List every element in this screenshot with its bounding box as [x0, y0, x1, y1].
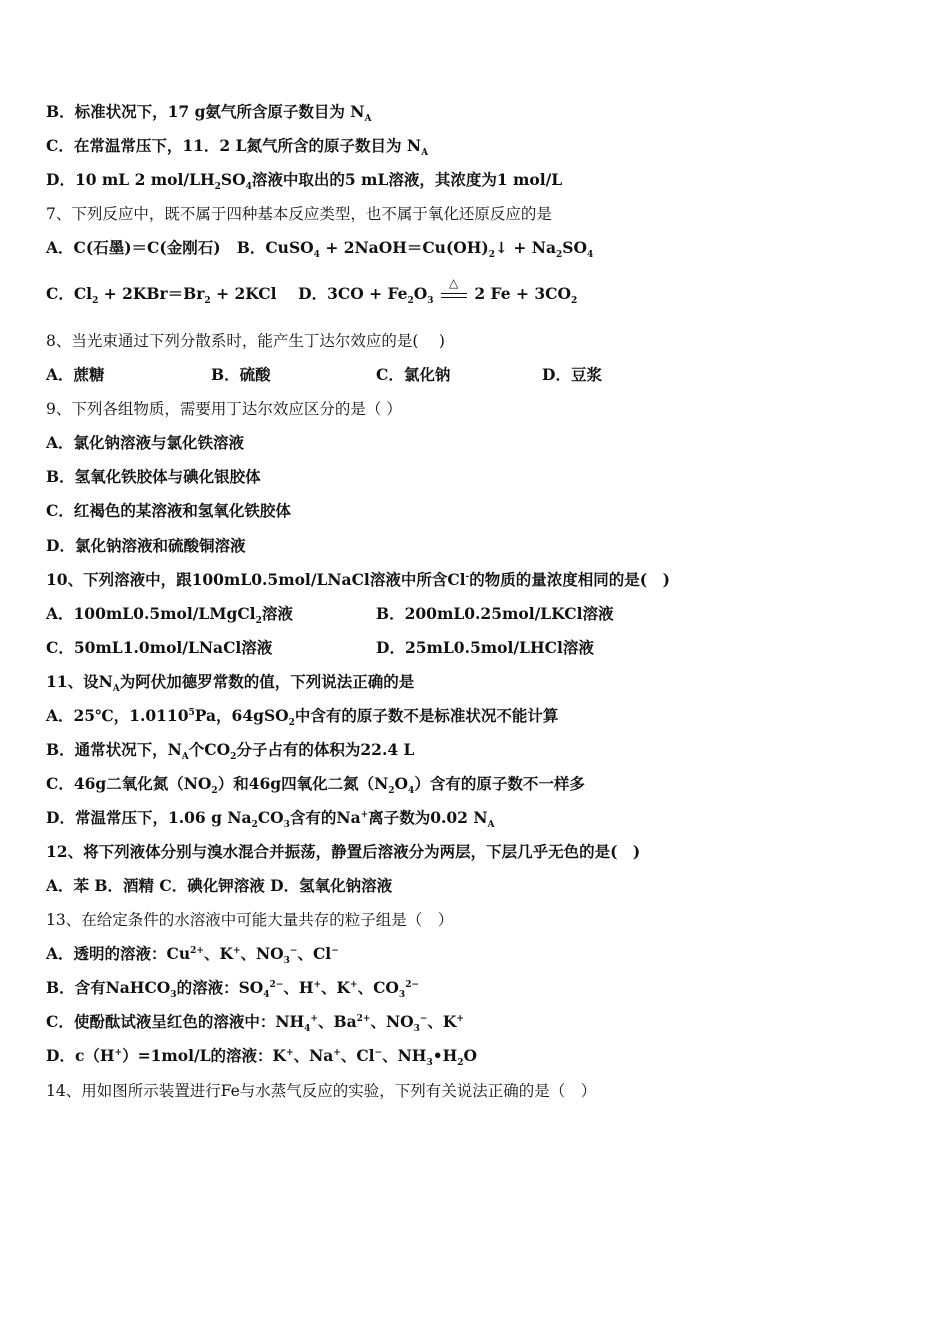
question-10: 10、下列溶液中，跟100mL0.5mol/LNaCl溶液中所含Cl-的物质的量浓度相同的是( ): [46, 570, 670, 589]
q11-option-c: C．46g二氧化氮$(NO_2)$和46g四氧化二氮$(N_2O_4)$含有的原子数不一样多: [46, 774, 585, 797]
q11-option-d: D．常温常压下，1.06 g $Na_2CO_3$含有的Na+离子数为0.02 $N_A$: [46, 808, 495, 831]
heat-equals-sign: △: [441, 285, 467, 305]
question-14: 14、用如图所示装置进行Fe与水蒸气反应的实验，下列有关说法正确的是（ ）: [46, 1082, 597, 1100]
q10-option-b: B．200mL0.25mol/LKCl溶液: [376, 604, 614, 623]
q9-option-b: B．氢氧化铁胶体与碘化银胶体: [46, 467, 261, 486]
q9-option-c: C．红褐色的某溶液和氢氧化铁胶体: [46, 501, 291, 520]
q9-option-d: D．氯化钠溶液和硫酸铜溶液: [46, 536, 246, 555]
q7-option-a: A．C(石墨)＝C(金刚石): [46, 238, 221, 257]
q10-option-a: A．100mL0.5mol/LMgCl$_2$溶液: [46, 604, 293, 627]
q7-option-c: C．$Cl_2 + 2KBr=Br_2 + 2KCl$: [46, 284, 277, 307]
q10-option-d: D．25mL0.5mol/LHCl溶液: [376, 638, 594, 657]
q11-option-a: A．25℃，1.0110$^5$Pa，64gSO$_2$中含有的原子数不是标准状况不能计算: [46, 706, 559, 729]
q13-option-a: A．透明的溶液：$Cu^{2+}$、K+、$NO_3^-$、Cl−: [46, 944, 339, 967]
q6-option-c: C．在常温常压下，11．2 L氮气所含的原子数目为 $N_A$: [46, 136, 429, 159]
question-8: 8、当光束通过下列分散系时，能产生丁达尔效应的是( ): [46, 332, 445, 350]
q7-option-d: D．$3CO + Fe_2O_3$ △ 2 $Fe + 3CO_2$: [298, 276, 578, 307]
q8-option-c: C．氯化钠: [376, 365, 451, 384]
q13-option-d: D．c（H+）=1mol/L的溶液：K+、Na+、Cl−、$NH_3•H_2O$: [46, 1046, 478, 1069]
q7-options-cd: [46, 276, 578, 307]
q8-option-d: D．豆浆: [542, 365, 602, 384]
q10-option-c: C．50mL1.0mol/LNaCl溶液: [46, 638, 273, 657]
question-13: 13、在给定条件的水溶液中可能大量共存的粒子组是（ ）: [46, 911, 454, 929]
q6-option-d: D．10 mL 2 mol/$LH_2SO_4$溶液中取出的5 mL溶液，其浓度为1 mol/L: [46, 170, 563, 193]
q8-option-a: A．蔗糖: [46, 365, 105, 384]
q12-options: A．苯 B．酒精 C．碘化钾溶液 D．氢氧化钠溶液: [46, 876, 393, 895]
q7-option-b: B．CuSO$_4$ + $2NaOH=Cu(OH)_2↓ + Na_2SO_4$: [236, 238, 594, 261]
q7-options-ab: [46, 238, 594, 261]
q8-option-b: B．硫酸: [211, 365, 271, 384]
q13-option-c: C．使酚酞试液呈红色的溶液中：$NH_4^+$、$Ba^{2+}$、$NO_3^-$、K+: [46, 1012, 464, 1035]
question-12: 12、将下列液体分别与溴水混合并振荡，静置后溶液分为两层，下层几乎无色的是( ): [46, 842, 641, 861]
question-11: 11、设$N_A$为阿伏加德罗常数的值，下列说法正确的是: [46, 672, 415, 695]
question-7: 7、下列反应中，既不属于四种基本反应类型，也不属于氧化还原反应的是: [46, 205, 552, 223]
q11-option-b: B．通常状况下，$N_A$个$CO_2$分子占有的体积为22.4 L: [46, 740, 415, 763]
q6-option-b: B．标准状况下，17 g氨气所含原子数目为 $N_A$: [46, 102, 372, 125]
question-9: 9、下列各组物质，需要用丁达尔效应区分的是（ ）: [46, 400, 402, 418]
q13-option-b: B．含有NaHCO$_3$的溶液：$SO_4^{2-}$、H+、K+、$CO_3^{2-}$: [46, 978, 419, 1001]
q9-option-a: A．氯化钠溶液与氯化铁溶液: [46, 433, 245, 452]
